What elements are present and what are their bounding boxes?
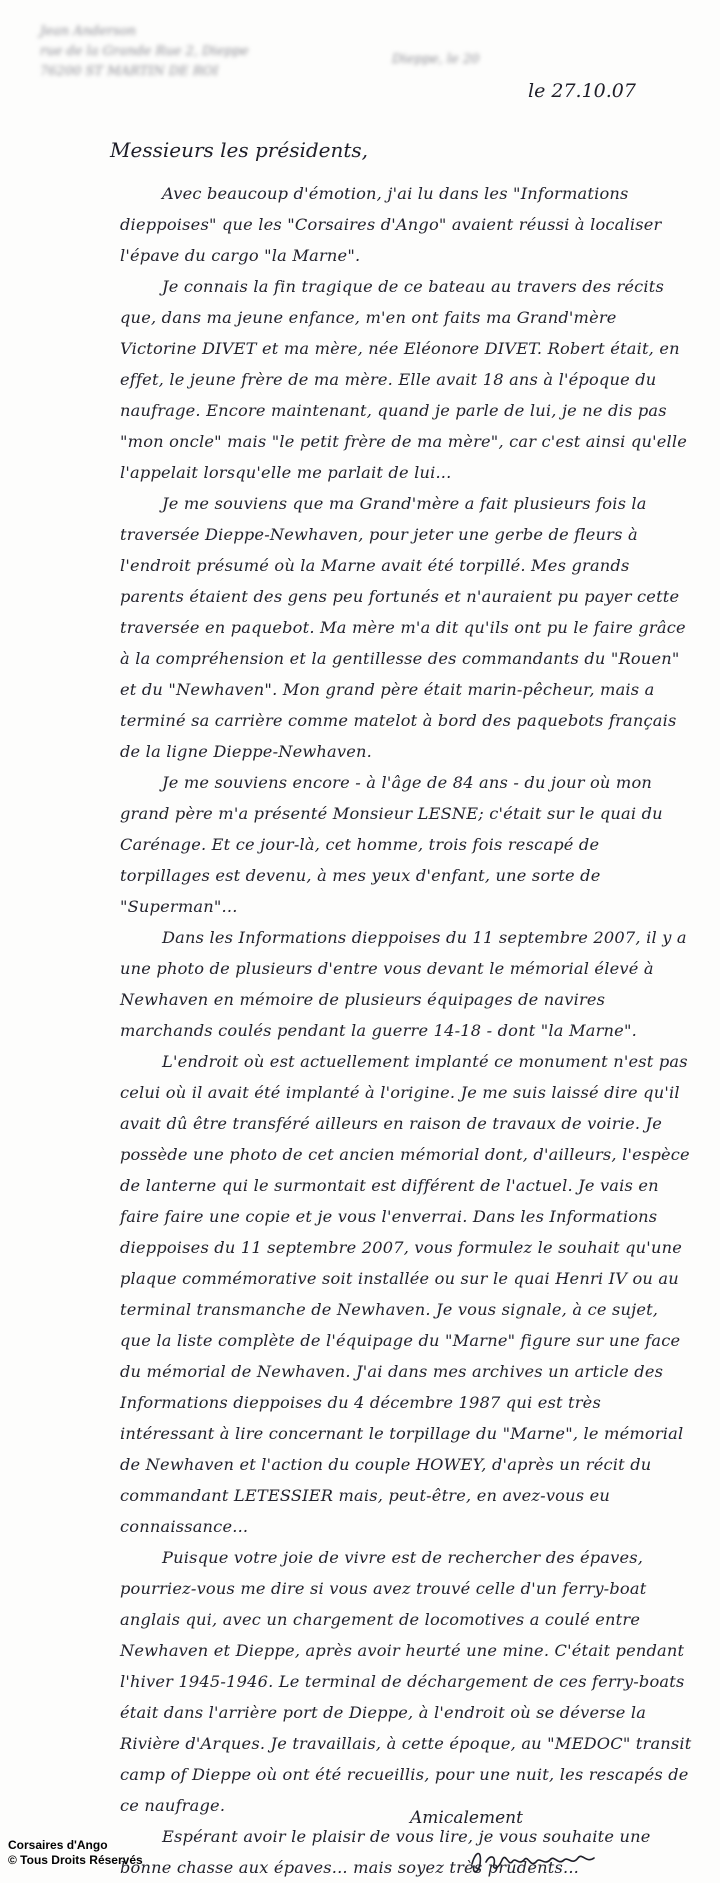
letter-date: le 27.10.07 bbox=[528, 80, 636, 102]
paragraph: Espérant avoir le plaisir de vous lire, je vous souhaite une bonne chasse aux épaves... mais soyez très prudents... bbox=[120, 1827, 651, 1877]
place-blurred: Dieppe, le 20 bbox=[392, 52, 480, 67]
watermark-line: © Tous Droits Réservés bbox=[8, 1853, 143, 1867]
address-line: Jean Anderson bbox=[40, 24, 137, 39]
watermark-line: Corsaires d'Ango bbox=[8, 1838, 108, 1852]
address-line: rue de la Grande Rue 2, Dieppe bbox=[40, 44, 249, 59]
paragraph: Je connais la fin tragique de ce bateau au travers des récits que, dans ma jeune enfance, m'en ont faits ma Grand'mère Victorine DIVET et ma mère, née Eléonore DIVET. Robert était, en effet, le jeune frère de ma mère. Elle avait 18 ans à l'époque du naufrage. Encore maintenant, quand je parle de lui, je ne dis pas "mon oncle" mais "le petit frère de ma mère", car c'est ainsi qu'elle l'appelait lorsqu'elle me parlait de lui... bbox=[120, 277, 688, 482]
paragraph: L'endroit où est actuellement implanté ce monument n'est pas celui où il avait été implanté à l'origine. Je me suis laissé dire qu'il avait dû être transféré ailleurs en raison de travaux de voirie. Je possède une photo de cet ancien mémorial dont, d'ailleurs, l'espèce de lanterne qui le surmontait est différent de l'actuel. Je vais en faire faire une copie et je vous l'enverrai. Dans les Informations dieppoises du 11 septembre 2007, vous formulez le souhait qu'une plaque commémorative soit installée ou sur le quai Henri IV ou au terminal transmanche de Newhaven. Je vous signale, à ce sujet, que la liste complète de l'équipage du "Marne" figure sur une face du mémorial de Newhaven. J'ai dans mes archives un article des Informations dieppoises du 4 décembre 1987 qui est très intéressant à lire concernant le torpillage du "Marne", le mémorial de Newhaven et l'action du couple HOWEY, d'après un récit du commandant LETESSIER mais, peut-être, en avez-vous eu connaissance... bbox=[120, 1052, 690, 1536]
address-line: 76200 ST MARTIN DE ROI bbox=[40, 64, 219, 79]
handwritten-signature bbox=[468, 1844, 608, 1878]
paragraph: Dans les Informations dieppoises du 11 septembre 2007, il y a une photo de plusieurs d'entre vous devant le mémorial élevé à Newhaven en mémoire de plusieurs équipages de navires marchands coulés pendant la guerre 14-18 - dont "la Marne". bbox=[120, 928, 687, 1040]
closing: Amicalement bbox=[410, 1808, 523, 1828]
paragraph: Puisque votre joie de vivre est de rechercher des épaves, pourriez-vous me dire si vous avez trouvé celle d'un ferry-boat anglais qui, avec un chargement de locomotives a coulé entre Newhaven et Dieppe, après avoir heurté une mine. C'était pendant l'hiver 1945-1946. Le terminal de déchargement de ces ferry-boats était dans l'arrière port de Dieppe, à l'endroit où se déverse la Rivière d'Arques. Je travaillais, à cette époque, au "MEDOC" transit camp of Dieppe où ont été recueillis, pour une nuit, les rescapés de ce naufrage. bbox=[120, 1548, 692, 1815]
salutation: Messieurs les présidents, bbox=[110, 138, 369, 162]
copyright-watermark bbox=[8, 1838, 143, 1868]
letter-body bbox=[120, 178, 692, 1883]
paragraph: Je me souviens que ma Grand'mère a fait plusieurs fois la traversée Dieppe-Newhaven, pour jeter une gerbe de fleurs à l'endroit présumé où la Marne avait été torpillé. Mes grands parents étaient des gens peu fortunés et n'auraient pu payer cette traversée en paquebot. Ma mère m'a dit qu'ils ont pu le faire grâce à la compréhension et la gentillesse des commandants du "Rouen" et du "Newhaven". Mon grand père était marin-pêcheur, mais a terminé sa carrière comme matelot à bord des paquebots français de la ligne Dieppe-Newhaven. bbox=[120, 494, 686, 761]
paragraph: Je me souviens encore - à l'âge de 84 ans - du jour où mon grand père m'a présenté Monsieur LESNE; c'était sur le quai du Carénage. Et ce jour-là, cet homme, trois fois rescapé de torpillages est devenu, à mes yeux d'enfant, une sorte de "Superman"... bbox=[120, 773, 663, 916]
sender-address-blurred bbox=[40, 22, 290, 82]
paragraph: Avec beaucoup d'émotion, j'ai lu dans les "Informations dieppoises" que les "Corsaires d'Ango" avaient réussi à localiser l'épave du cargo "la Marne". bbox=[120, 184, 662, 265]
